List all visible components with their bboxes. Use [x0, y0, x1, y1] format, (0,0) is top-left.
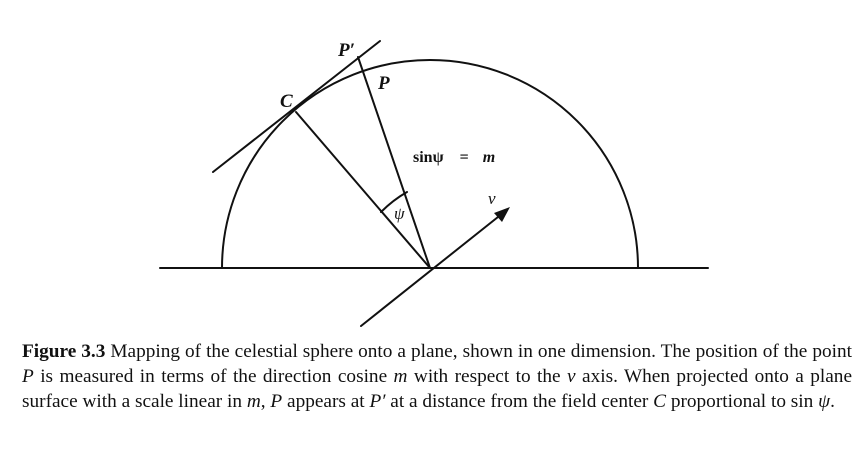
label-psi: ψ [394, 204, 405, 223]
v-axis-arrowhead [494, 207, 510, 222]
equation-lhs: sinψ [413, 149, 444, 166]
caption-text-6: appears at [282, 390, 370, 412]
caption-var-p: P [22, 365, 34, 387]
caption-var-m: m [393, 365, 408, 387]
caption-text-7: at a distance from the field center [385, 390, 654, 412]
caption-text-8: proportional to sin [666, 390, 819, 412]
caption-text-2: is measured in terms of the direction cosine [33, 365, 394, 387]
equation-rhs: m [482, 149, 496, 166]
radius-to-c [296, 112, 430, 268]
equation-equals: = [459, 149, 469, 166]
figure-number: Figure 3.3 [22, 341, 106, 362]
figure-caption [22, 340, 852, 414]
caption-var-v: v [567, 365, 576, 387]
caption-var-m-2: m [246, 390, 261, 412]
label-p: P [378, 73, 390, 94]
caption-text-4: axis. When projected onto a plane surface with a scale linear in [22, 365, 853, 412]
label-v: v [488, 189, 496, 208]
label-p-prime: P′ [338, 40, 355, 61]
caption-text-3: with respect to the [407, 365, 568, 387]
caption-var-psi: ψ [818, 390, 831, 412]
label-c: C [280, 91, 293, 112]
v-axis-line [361, 213, 503, 326]
label-equation [413, 149, 495, 166]
caption-var-p-2: P [270, 390, 283, 412]
caption-text-9: . [830, 390, 835, 412]
caption-text-5: , [260, 390, 271, 412]
caption-var-c: C [653, 390, 667, 412]
caption-var-p-prime: P′ [369, 390, 386, 412]
caption-text-1: Mapping of the celestial sphere onto a plane, shown in one dimension. The position of the point [105, 341, 852, 362]
